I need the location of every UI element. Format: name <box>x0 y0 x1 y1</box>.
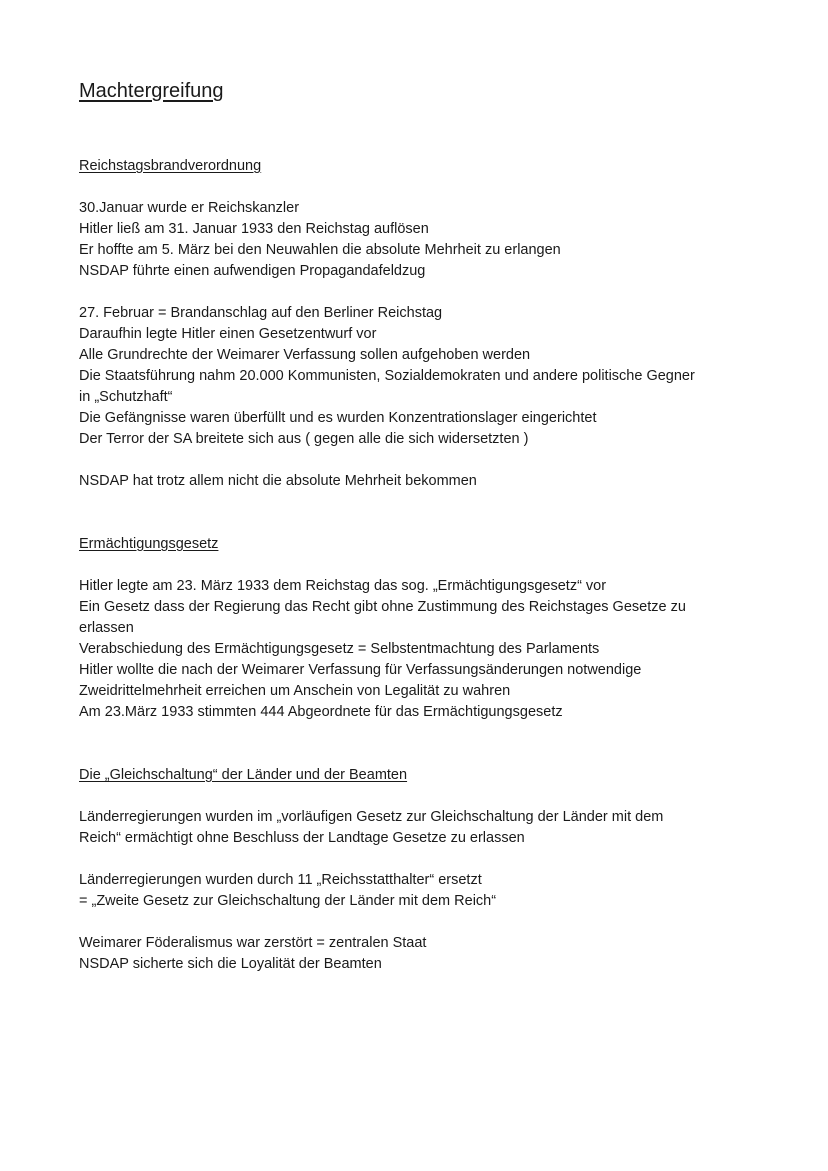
section-heading: Die „Gleichschaltung“ der Länder und der Beamten <box>79 767 408 783</box>
text-line: in „Schutzhaft“ <box>79 389 173 405</box>
text-line: = „Zweite Gesetz zur Gleichschaltung der Länder mit dem Reich“ <box>79 893 497 909</box>
text-line: Verabschiedung des Ermächtigungsgesetz = Selbstentmachtung des Parlaments <box>79 641 600 657</box>
section-ermaechtigungsgesetz <box>79 534 768 723</box>
section-heading: Reichstagsbrandverordnung <box>79 158 262 174</box>
paragraph <box>79 198 768 282</box>
text-line: Hitler ließ am 31. Januar 1933 den Reichstag auflösen <box>79 221 429 237</box>
text-line: Länderregierungen wurden im „vorläufigen Gesetz zur Gleichschaltung der Länder mit dem <box>79 809 664 825</box>
page-title: Machtergreifung <box>79 80 224 102</box>
paragraph <box>79 870 768 912</box>
paragraph <box>79 471 768 492</box>
text-line: Zweidrittelmehrheit erreichen um Anschein von Legalität zu wahren <box>79 683 511 699</box>
text-line: Hitler legte am 23. März 1933 dem Reichstag das sog. „Ermächtigungsgesetz“ vor <box>79 578 607 594</box>
text-line: Daraufhin legte Hitler einen Gesetzentwurf vor <box>79 326 377 342</box>
section-gleichschaltung <box>79 765 768 975</box>
text-line: Am 23.März 1933 stimmten 444 Abgeordnete für das Ermächtigungsgesetz <box>79 704 563 720</box>
text-line: Alle Grundrechte der Weimarer Verfassung sollen aufgehoben werden <box>79 347 531 363</box>
paragraph <box>79 807 768 849</box>
text-line: Ein Gesetz dass der Regierung das Recht gibt ohne Zustimmung des Reichstages Gesetze zu <box>79 599 686 615</box>
text-line: erlassen <box>79 620 134 636</box>
section-heading: Ermächtigungsgesetz <box>79 536 219 552</box>
text-line: 27. Februar = Brandanschlag auf den Berliner Reichstag <box>79 305 443 321</box>
text-line: Er hoffte am 5. März bei den Neuwahlen die absolute Mehrheit zu erlangen <box>79 242 561 258</box>
text-line: Der Terror der SA breitete sich aus ( gegen alle die sich widersetzten ) <box>79 431 529 447</box>
text-line: Die Gefängnisse waren überfüllt und es wurden Konzentrationslager eingerichtet <box>79 410 597 426</box>
text-line: NSDAP hat trotz allem nicht die absolute Mehrheit bekommen <box>79 473 477 489</box>
paragraph <box>79 933 768 975</box>
text-line: NSDAP führte einen aufwendigen Propagandafeldzug <box>79 263 426 279</box>
paragraph <box>79 576 768 723</box>
text-line: Die Staatsführung nahm 20.000 Kommunisten, Sozialdemokraten und andere politische Gegner <box>79 368 695 384</box>
section-reichstagsbrandverordnung <box>79 156 768 492</box>
text-line: Hitler wollte die nach der Weimarer Verfassung für Verfassungsänderungen notwendige <box>79 662 642 678</box>
text-line: 30.Januar wurde er Reichskanzler <box>79 200 300 216</box>
text-line: NSDAP sicherte sich die Loyalität der Beamten <box>79 956 382 972</box>
text-line: Länderregierungen wurden durch 11 „Reichsstatthalter“ ersetzt <box>79 872 482 888</box>
text-line: Weimarer Föderalismus war zerstört = zentralen Staat <box>79 935 427 951</box>
paragraph <box>79 303 768 450</box>
text-line: Reich“ ermächtigt ohne Beschluss der Landtage Gesetze zu erlassen <box>79 830 525 846</box>
